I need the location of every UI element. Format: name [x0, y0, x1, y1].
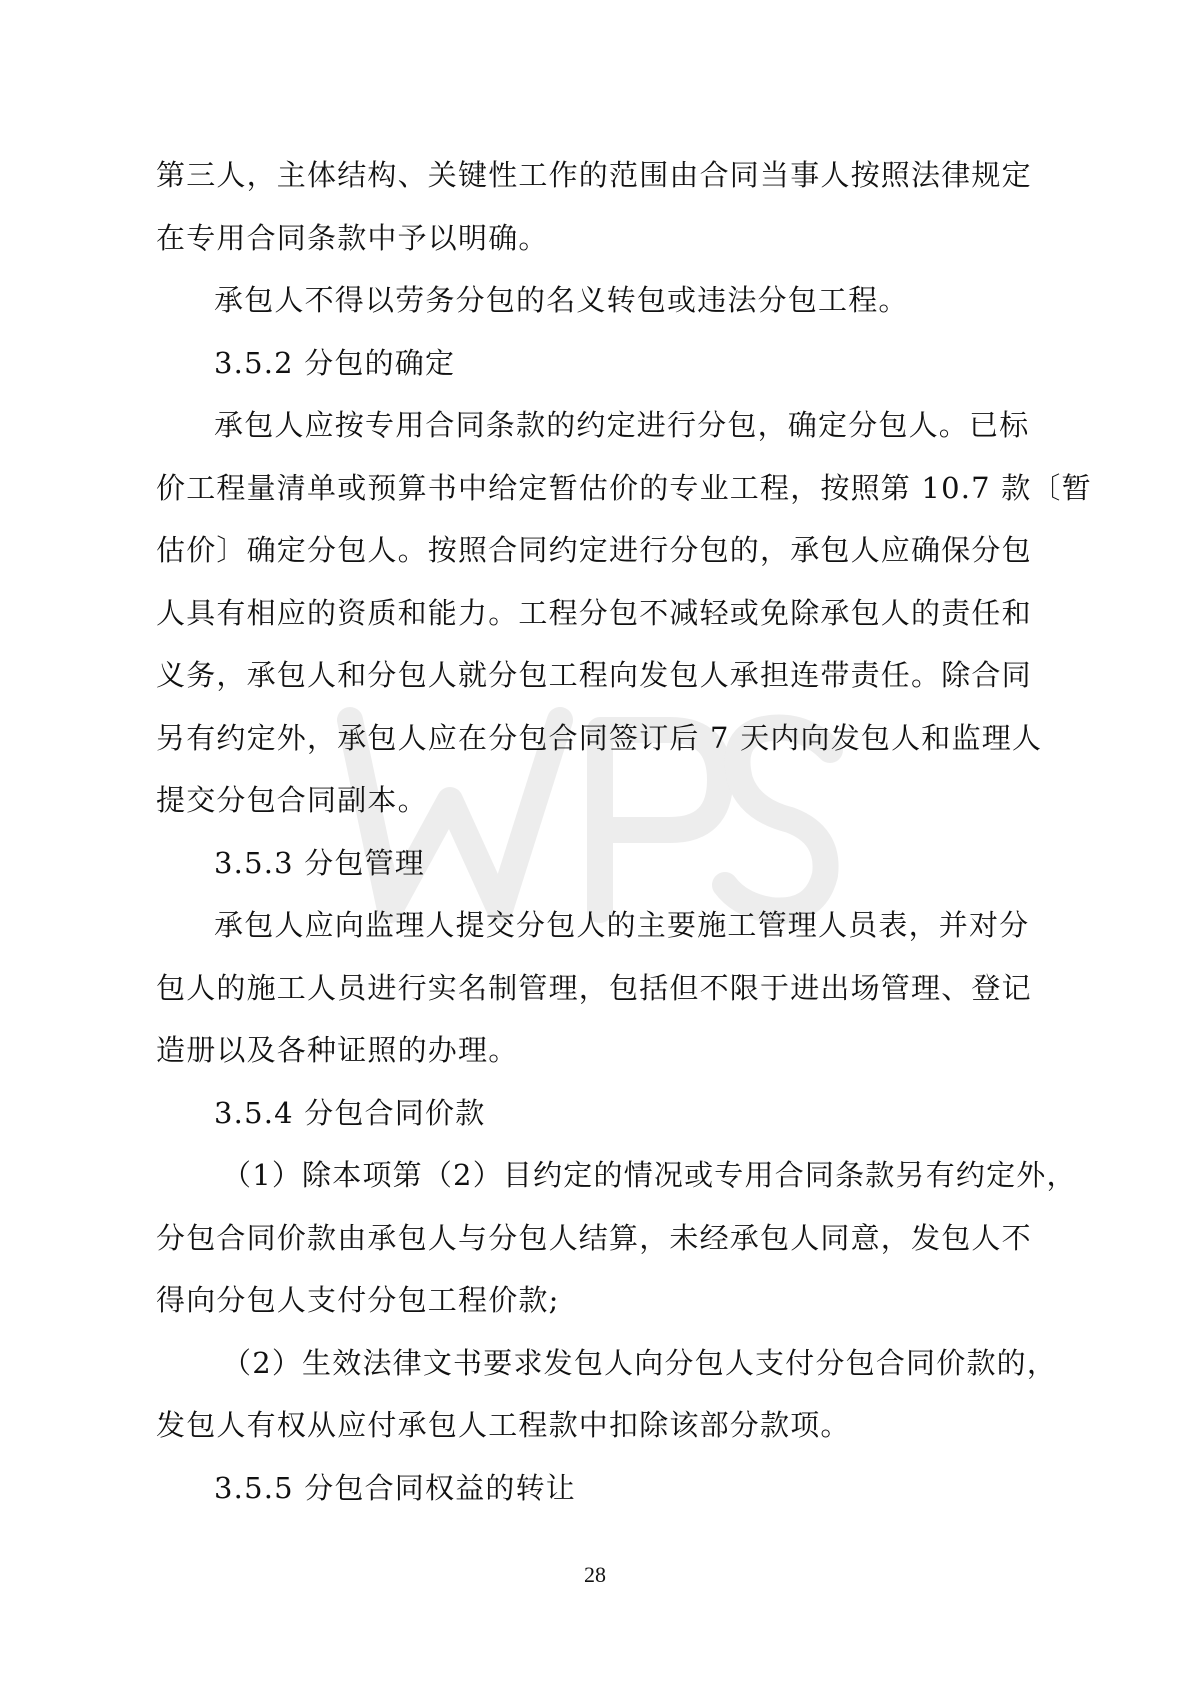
section-heading: 3.5.5 分包合同权益的转让 — [214, 1470, 577, 1505]
paragraph-line: 估价〕确定分包人。按照合同约定进行分包的，承包人应确保分包 — [156, 533, 1032, 567]
paragraph-line: （2）生效法律文书要求发包人向分包人支付分包合同价款的， — [222, 1345, 1058, 1380]
paragraph-line: 造册以及各种证照的办理。 — [156, 1033, 519, 1067]
paragraph-line: 得向分包人支付分包工程价款; — [156, 1283, 560, 1317]
section-heading: 3.5.2 分包的确定 — [214, 345, 456, 380]
body-text — [156, 144, 1092, 1519]
section-heading: 3.5.4 分包合同价款 — [214, 1095, 486, 1130]
paragraph-line: 第三人，主体结构、关键性工作的范围由合同当事人按照法律规定 — [156, 158, 1032, 192]
paragraph-line: 在专用合同条款中予以明确。 — [156, 220, 549, 255]
paragraph-line: 另有约定外，承包人应在分包合同签订后 7 天内向发包人和监理人 — [156, 720, 1043, 755]
paragraph-line: 提交分包合同副本。 — [156, 783, 428, 817]
paragraph-line: 分包合同价款由承包人与分包人结算，未经承包人同意，发包人不 — [156, 1220, 1032, 1255]
paragraph-line: 义务，承包人和分包人就分包工程向发包人承担连带责任。除合同 — [156, 658, 1032, 692]
paragraph-line: （1）除本项第（2）目约定的情况或专用合同条款另有约定外， — [222, 1158, 1077, 1192]
paragraph-line: 价工程量清单或预算书中给定暂估价的专业工程，按照第 10.7 款〔暂 — [156, 470, 1092, 505]
page-number: 28 — [584, 1562, 606, 1587]
paragraph-line: 包人的施工人员进行实名制管理，包括但不限于进出场管理、登记 — [156, 970, 1032, 1005]
paragraph-line: 承包人不得以劳务分包的名义转包或违法分包工程。 — [214, 283, 909, 317]
paragraph-line: 承包人应向监理人提交分包人的主要施工管理人员表，并对分 — [214, 908, 1030, 942]
paragraph-line: 承包人应按专用合同条款的约定进行分包，确定分包人。已标 — [214, 408, 1030, 442]
paragraph-line: 发包人有权从应付承包人工程款中扣除该部分款项。 — [156, 1408, 851, 1442]
paragraph-line: 人具有相应的资质和能力。工程分包不减轻或免除承包人的责任和 — [156, 595, 1032, 630]
section-heading: 3.5.3 分包管理 — [214, 845, 426, 880]
